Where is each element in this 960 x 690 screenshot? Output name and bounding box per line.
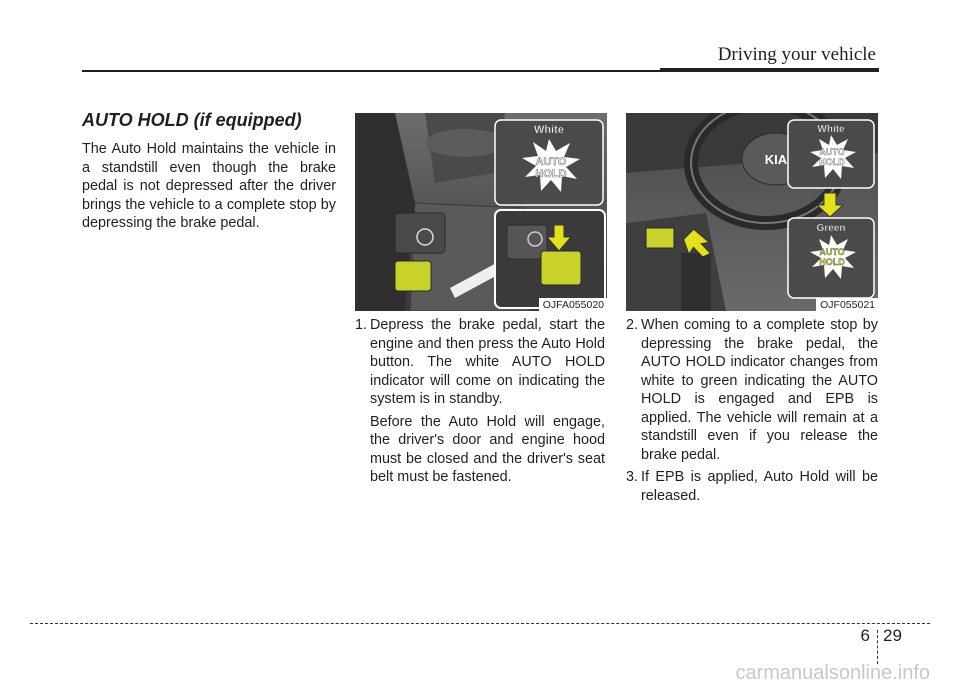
list-item [355, 316, 605, 487]
figure-console-button [355, 113, 607, 311]
page-number-separator [877, 630, 878, 664]
steps-column-1 [355, 316, 605, 491]
svg-text:HOLD: HOLD [819, 157, 845, 167]
steps-column-2 [626, 316, 878, 509]
dashboard-illustration [626, 113, 878, 311]
step-text: When coming to a complete stop by depressing the brake pedal, the AUTO HOLD indicator changes from white to green indicating the AUTO HOLD is engaged and EPB is applied. The vehicle will remain at a standstill even if you release the brake pedal. [641, 317, 878, 463]
list-item [626, 316, 878, 464]
svg-text:AUTO: AUTO [819, 147, 845, 157]
console-illustration [355, 113, 607, 311]
chapter-number: 6 [860, 626, 870, 645]
figure-code: OJFA055020 [539, 298, 607, 311]
section-title: AUTO HOLD (if equipped) [82, 110, 302, 130]
indicator-text-hold: HOLD [535, 168, 567, 180]
callout-label-green: Green [816, 223, 846, 234]
step-number: 2. [626, 317, 639, 333]
watermark: carmanualsonline.info [735, 662, 930, 684]
footer-rule [30, 623, 930, 624]
callout-label-white: White [817, 124, 845, 135]
kia-logo-icon: KIA [764, 152, 788, 167]
callout-label-white: White [534, 124, 564, 136]
step-text: Depress the brake pedal, start the engine and then press the Auto Hold button. The white AUTO HOLD indicator will come on indicating the system is in standby. [370, 317, 605, 407]
svg-text:HOLD: HOLD [819, 257, 845, 267]
page-number: 29 [883, 626, 902, 645]
intro-paragraph: The Auto Hold maintains the vehicle in a standstill even though the brake pedal is not depressed after the driver brings the vehicle to a complete stop by depressing the brake pedal. [82, 141, 336, 231]
header-rule-accent [660, 68, 879, 72]
step-number: 3. [626, 469, 639, 485]
figure-code: OJF055021 [816, 298, 878, 311]
step-number: 1. [355, 317, 368, 333]
figure-dashboard-indicator [626, 113, 878, 311]
indicator-text-auto: AUTO [535, 156, 567, 168]
chapter-title: Driving your vehicle [717, 44, 876, 65]
auto-hold-button-highlight [646, 228, 674, 248]
list-item [626, 468, 878, 505]
auto-hold-button-highlight [395, 261, 431, 291]
svg-text:AUTO: AUTO [819, 247, 845, 257]
step-text: If EPB is applied, Auto Hold will be released. [641, 469, 878, 504]
step-note: Before the Auto Hold will engage, the driver's door and engine hood must be closed and the driver's seat belt must be fastened. [370, 413, 605, 485]
